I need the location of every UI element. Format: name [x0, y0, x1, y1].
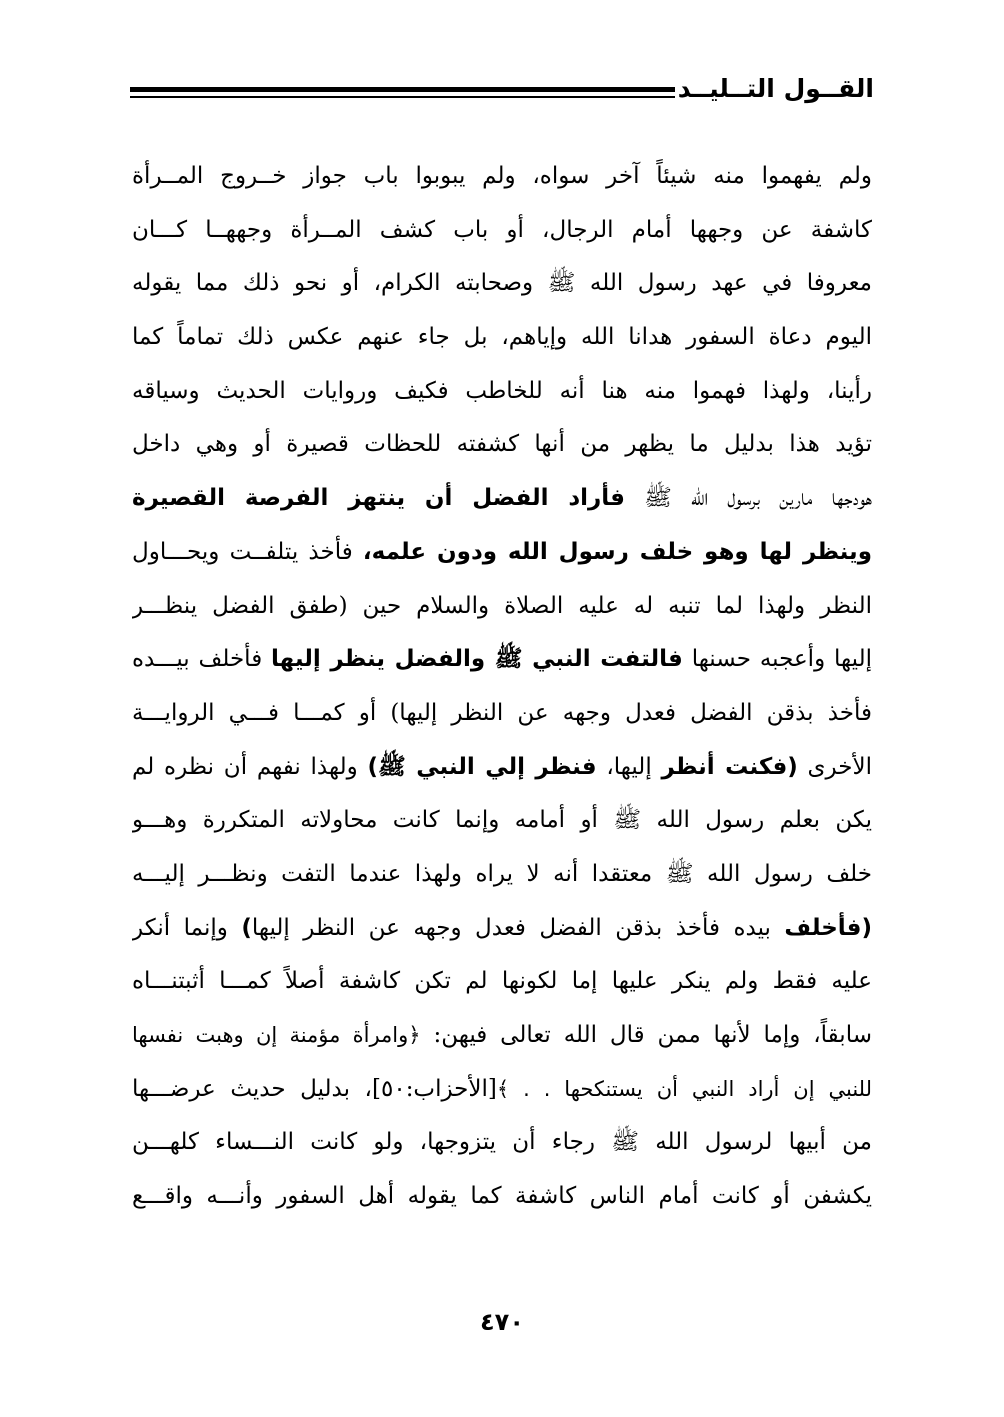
- running-header: [130, 72, 874, 112]
- text-line: [132, 633, 872, 687]
- text-line: [132, 902, 872, 956]
- quran-quote: ﴿وامرأة مؤمنة إن وهبت نفسها: [132, 1023, 421, 1047]
- text-line: تؤيد هذا بدليل ما يظهر من أنها كشفته للحظات قصيرة أو وهي داخل: [132, 431, 872, 458]
- header-rule-thick: [130, 87, 675, 92]
- text-line: خلف رسول الله ﷺ معتقدا أنه لا يراه ولهذا عندما التفت ونظـــر إليـــه: [132, 860, 872, 887]
- text-line: فأخذ بذقن الفضل فعدل وجهه عن النظر إليها) أو كمـــا فـــي الروايـــة: [132, 699, 872, 726]
- text-line: [132, 1063, 872, 1117]
- text-run: إليها وأعجبه حسنها: [682, 646, 872, 673]
- text-line: كاشفة عن وجهها أمام الرجال، أو باب كشف المــرأة وجههــا كـــان: [132, 216, 872, 243]
- text-line: عليه فقط ولم ينكر عليها إما لكونها لم تكن كاشفة أصلاً كمـــا أثبتنـــاه: [132, 968, 872, 995]
- text-line: معروفا في عهد رسول الله ﷺ وصحابته الكرام، أو نحو ذلك مما يقوله: [132, 270, 872, 297]
- text-run: سابقاً، وإما لأنها ممن قال الله تعالى فيهن:: [420, 1022, 872, 1048]
- text-line: من أبيها لرسول الله ﷺ رجاء أن يتزوجها، ولو كانت النـــساء كلهـــن: [132, 1129, 872, 1156]
- text-line: ولم يفهموا منه شيئاً آخر سواه، ولم يبوبوا باب جواز خــروج المــرأة: [132, 163, 872, 189]
- text-run: وإنما أنكر: [132, 914, 242, 941]
- quran-quote: للنبي إن أراد النبي أن يستنكحها . . ﴾: [496, 1076, 872, 1101]
- text-line: [132, 1009, 872, 1063]
- text-run: هودجها مارين برسول الله ﷺ: [624, 485, 872, 512]
- text-run: إليها،: [596, 753, 662, 780]
- page-number: ٤٧٠: [480, 1308, 524, 1336]
- text-line: النظر ولهذا لما تنبه له عليه الصلاة والسلام حين (طفق الفضل ينظـــر: [132, 592, 872, 619]
- text-run: الأخرى: [797, 753, 872, 780]
- bold-run: فالتفت النبي ﷺ والفضل ينظر إليها: [271, 646, 683, 673]
- text-run: فأخذ يتلفــت ويحـــاول: [132, 538, 363, 565]
- bold-run: وينظر لها وهو خلف رسول الله ودون علمه،: [362, 538, 872, 565]
- bold-run: فأراد الفضل أن ينتهز الفرصة القصيرة: [132, 485, 625, 512]
- header-rule-thin: [130, 96, 675, 98]
- bold-run: (فأخلف: [784, 914, 872, 941]
- header-title: القــول التــليــد: [677, 74, 874, 103]
- text-line: [132, 741, 872, 795]
- text-run: فأخلف بيـــده: [132, 646, 272, 673]
- bold-run: ): [241, 914, 252, 941]
- bold-run: فنظر إلي النبي ﷺ): [367, 753, 597, 780]
- text-line: يكن بعلم رسول الله ﷺ أو أمامه وإنما كانت محاولاته المتكررة وهـــو: [132, 807, 872, 834]
- text-run: ولهذا نفهم أن نظره لم: [132, 753, 368, 780]
- bold-run: (فكنت أنظر: [661, 753, 798, 780]
- text-line: [132, 526, 872, 580]
- text-run: بيده فأخذ بذقن الفضل فعدل وجهه عن النظر إليها: [251, 914, 785, 941]
- body-text: [132, 150, 872, 1224]
- text-line: رأينا، ولهذا فهموا منه هنا أنه للخاطب فكيف وروايات الحديث وسياقه: [132, 377, 872, 404]
- text-line: [132, 472, 872, 526]
- text-run: [الأحزاب:٥٠]، بدليل حديث عرضـــها: [132, 1075, 497, 1102]
- text-line: اليوم دعاة السفور هدانا الله وإياهم، بل جاء عنهم عكس ذلك تماماً كما: [132, 324, 872, 351]
- text-line: يكشفن أو كانت أمام الناس كاشفة كما يقوله أهل السفور وأنـــه واقـــع: [132, 1183, 872, 1210]
